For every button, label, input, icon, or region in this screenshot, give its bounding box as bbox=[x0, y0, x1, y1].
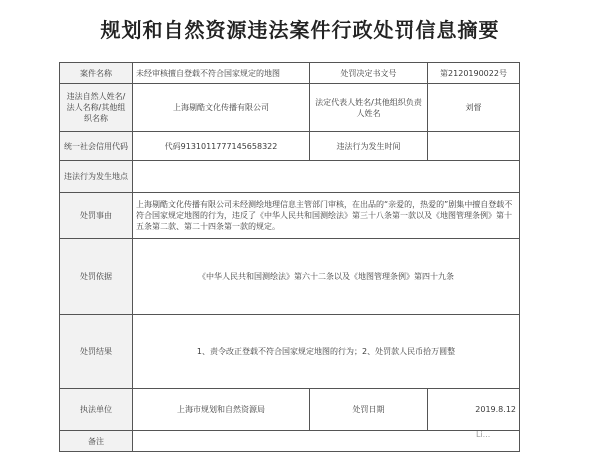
credit-code-value: 代码9131011777145658322 bbox=[133, 132, 310, 161]
reason-value: 上海剔酷文化传播有限公司未经测绘地理信息主管部门审核，在出品的“亲爱的，热爱的”剧集中擅自登载不符合国家规定地图的行为，违反了《中华人民共和国测绘法》第三十八条第一款以及《地图管理条例》第十五条第二款、第二十四条第一款的规定。 bbox=[133, 193, 520, 239]
legal-rep-label: 法定代表人姓名/其他组织负责人姓名 bbox=[310, 84, 428, 132]
location-value bbox=[133, 161, 520, 193]
row-result bbox=[60, 315, 520, 389]
remark-value bbox=[133, 431, 520, 452]
row-unit bbox=[60, 389, 520, 431]
case-name-label: 案件名称 bbox=[60, 63, 133, 84]
result-label: 处罚结果 bbox=[60, 315, 133, 389]
page-title: 规划和自然资源违法案件行政处罚信息摘要 bbox=[100, 18, 500, 42]
doc-no-value: 第2120190022号 bbox=[428, 63, 520, 84]
row-location bbox=[60, 161, 520, 193]
party-value: 上海剔酷文化传播有限公司 bbox=[133, 84, 310, 132]
credit-code-label: 统一社会信用代码 bbox=[60, 132, 133, 161]
violation-time-label: 违法行为发生时间 bbox=[310, 132, 428, 161]
result-value: 1、责令改正登载不符合国家规定地图的行为；2、处罚款人民币拾万圆整 bbox=[133, 315, 520, 389]
row-case-name bbox=[60, 63, 520, 84]
row-reason bbox=[60, 193, 520, 239]
basis-value: 《中华人民共和国测绘法》第六十二条以及《地图管理条例》第四十九条 bbox=[133, 239, 520, 315]
date-label: 处罚日期 bbox=[310, 389, 428, 431]
basis-label: 处罚依据 bbox=[60, 239, 133, 315]
penalty-info-table bbox=[59, 62, 520, 452]
party-label: 违法自然人姓名/法人名称/其他组织名称 bbox=[60, 84, 133, 132]
unit-value: 上海市规划和自然资源局 bbox=[133, 389, 310, 431]
unit-label: 执法单位 bbox=[60, 389, 133, 431]
row-credit-code bbox=[60, 132, 520, 161]
row-basis bbox=[60, 239, 520, 315]
legal-rep-value: 刘督 bbox=[428, 84, 520, 132]
row-party bbox=[60, 84, 520, 132]
watermark: Li... bbox=[476, 430, 491, 439]
doc-no-label: 处罚决定书文号 bbox=[310, 63, 428, 84]
location-label: 违法行为发生地点 bbox=[60, 161, 133, 193]
date-value: 2019.8.12 bbox=[428, 389, 520, 431]
reason-label: 处罚事由 bbox=[60, 193, 133, 239]
remark-label: 备注 bbox=[60, 431, 133, 452]
case-name-value: 未经审核擅自登载不符合国家规定的地图 bbox=[133, 63, 310, 84]
violation-time-value bbox=[428, 132, 520, 161]
row-remark bbox=[60, 431, 520, 452]
